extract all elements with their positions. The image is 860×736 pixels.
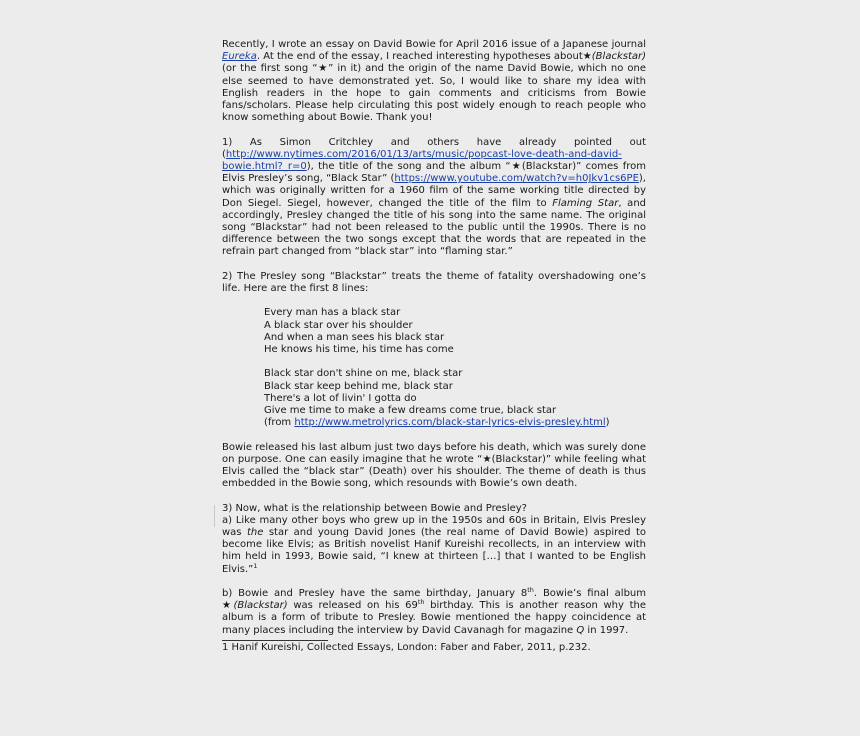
- poem-line: Give me time to make a few dreams come true, black star: [264, 405, 557, 417]
- album-title: (Blackstar): [591, 51, 647, 63]
- album-title: ★(Blackstar): [222, 600, 288, 612]
- intro-text: . At the end of the essay, I reached interesting hypotheses about: [256, 51, 583, 63]
- paragraph-3b: b) Bowie and Presley have the same birthday, January 8th. Bowie’s final album ★(Blackstar) was released on his 69th birthday. This is another reason why the album is a form of tribute to Presley. Bowie mentioned the happy coincidence at many places including the interview by David Cavanagh for magazine Q in 1997.: [222, 586, 647, 636]
- p1-text: 1) As Simon Critchley and others have already pointed out (: [222, 136, 646, 160]
- p1-text: , and accordingly, Presley changed the title of his song into the same name. The original song “Blackstar” had not been released to the public until the 1990s. There is no difference between the two songs except that the words that are repeated in the refrain part changed from “black star” into “flaming star.”: [222, 197, 646, 258]
- poem-line: There's a lot of livin' I gotta do: [264, 392, 417, 404]
- paragraph-2: 2) The Presley song “Blackstar” treats the theme of fatality overshadowing one’s life. Here are the first 8 lines:: [222, 270, 646, 295]
- poem-source: (from http://www.metrolyrics.com/black-star-lyrics-elvis-presley.html): [264, 417, 610, 429]
- intro-text: (or the first song “★” in it) and the origin of the name David Bowie, which no one else seemed to have demonstrated yet. So, I would like to share my idea with English readers in the hope to gain comments and criticisms from Bowie fans/scholars. Please help circulating this post widely enough to reach people who know something about Bowie. Thank you!: [222, 63, 646, 124]
- footnote: 1 Hanif Kureishi, Collected Essays, London: Faber and Faber, 2011, p.232.: [222, 641, 591, 653]
- intro-text: Recently, I wrote an essay on David Bowie for April 2016 issue of a Japanese journal: [222, 39, 646, 50]
- film-title: Flaming Star: [552, 197, 619, 209]
- paragraph-3-heading: 3) Now, what is the relationship between Bowie and Presley?: [222, 502, 527, 514]
- poem-line: Black star keep behind me, black star: [264, 380, 453, 392]
- text-cursor-mark: [214, 505, 215, 527]
- metrolyrics-link[interactable]: http://www.metrolyrics.com/black-star-lyrics-elvis-presley.html: [294, 417, 606, 429]
- p1-text: ), the title of the song and the album “★(Blackstar)” comes from Elvis Presley’s song, “Black Star” (: [222, 161, 646, 185]
- paragraph-bowie: Bowie released his last album just two days before his death, which was surely done on purpose. One can easily imagine that he wrote “★(Blackstar)” while feeling what Elvis called the “black star” (Death) over his shoulder. The theme of death is thus embedded in the Bowie song, which resounds with Bowie’s own death.: [222, 441, 646, 490]
- poem-block: [222, 307, 646, 429]
- paragraph-3a: a) Like many other boys who grew up in the 1950s and 60s in Britain, Elvis Presley was the star and young David Jones (the real name of David Bowie) aspired to become like Elvis; as British novelist Hanif Kureishi recollects, in an interview with him held in 1993, Bowie said, “I knew at thirteen […] that I wanted to be English Elvis.”$^1$: [222, 514, 646, 575]
- eureka-link[interactable]: Eureka: [222, 51, 257, 63]
- p1-text: ), which was originally written for a 1960 film of the same working title directed by Don Siegel. Siegel, however, changed the title of the film to: [222, 173, 646, 209]
- nytimes-link[interactable]: http://www.nytimes.com/2016/01/13/arts/music/popcast-love-death-and-david-bowie.html?_r=0: [222, 148, 622, 173]
- poem-line: Every man has a black star: [264, 307, 401, 319]
- poem-line: And when a man sees his black star: [264, 331, 445, 343]
- youtube-link[interactable]: https://www.youtube.com/watch?v=h0Jkv1cs6PE: [394, 173, 639, 185]
- poem-line: Black star don't shine on me, black star: [264, 368, 463, 380]
- footnote-ref: 1: [253, 561, 258, 570]
- poem-line: A black star over his shoulder: [264, 319, 413, 331]
- poem-line: He knows his time, his time has come: [264, 344, 454, 356]
- document-page: [222, 39, 646, 654]
- blackstar-icon: ★: [582, 51, 592, 63]
- footnote-divider: [222, 640, 328, 641]
- paragraph-1: [222, 137, 646, 259]
- magazine-title: Q: [576, 624, 585, 636]
- intro-paragraph: [222, 39, 646, 124]
